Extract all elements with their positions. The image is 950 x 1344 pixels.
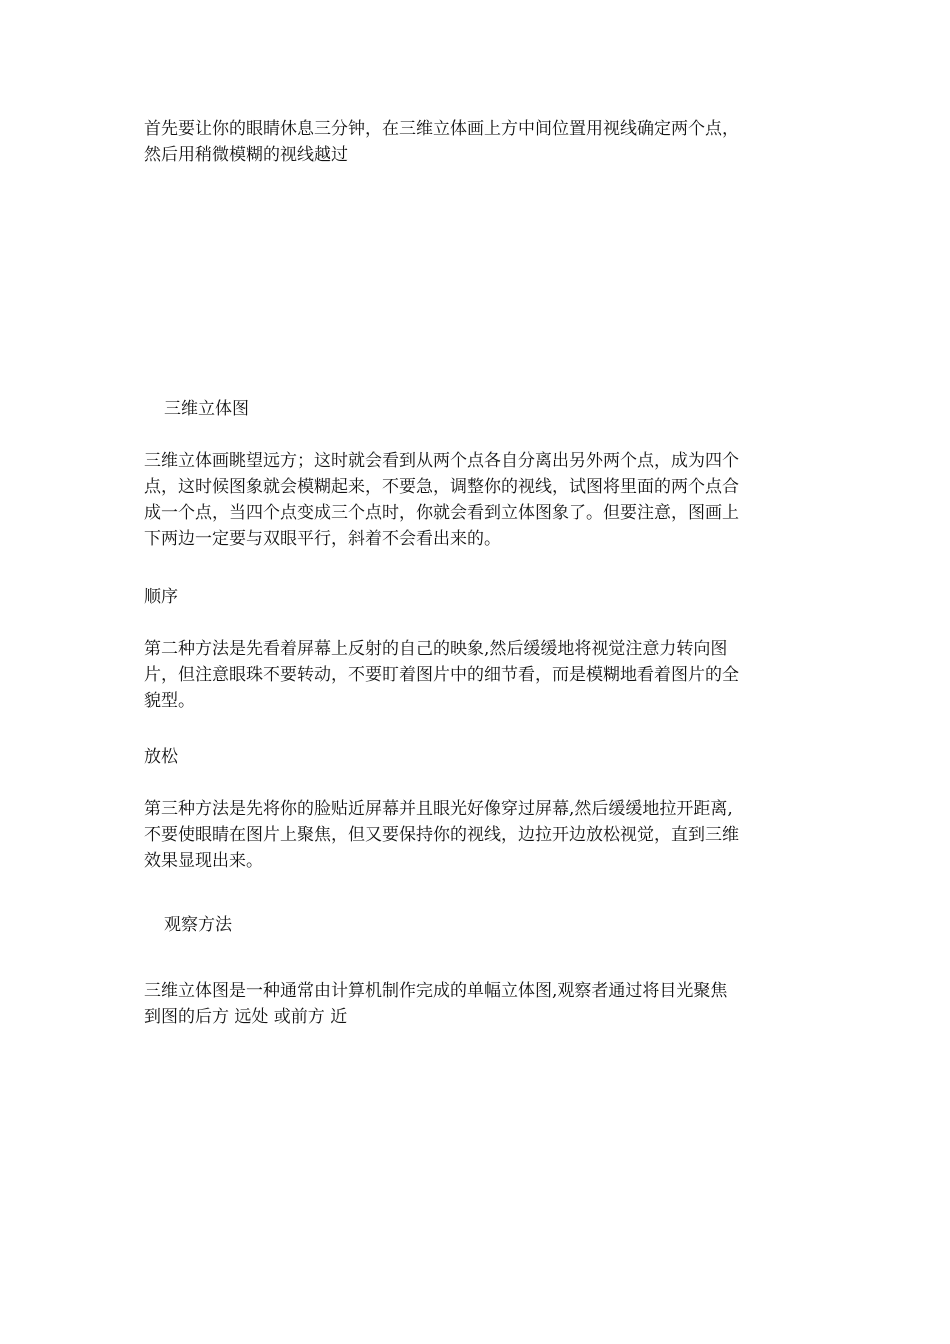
label-order: 顺序: [144, 587, 178, 607]
paragraph-method-3: [144, 796, 816, 874]
text-line: 下两边一定要与双眼平行，斜着不会看出来的。: [144, 529, 501, 549]
text-line: 到图的后方 远处 或前方 近: [144, 1007, 348, 1027]
text-line: 效果显现出来。: [144, 851, 263, 871]
text-line: 成一个点，当四个点变成三个点时，你就会看到立体图象了。但要注意，图画上: [144, 503, 739, 523]
text-line: 不要使眼睛在图片上聚焦，但又要保持你的视线，边拉开边放松视觉，直到三维: [144, 825, 739, 845]
intro-paragraph: [144, 116, 816, 168]
text-line: 第三种方法是先将你的脸贴近屏幕并且眼光好像穿过屏幕,然后缓缓地拉开距离,: [144, 799, 733, 819]
text-line: 三维立体画眺望远方；这时就会看到从两个点各自分离出另外两个点，成为四个: [144, 451, 739, 471]
text-line: 第二种方法是先看着屏幕上反射的自己的映象,然后缓缓地将视觉注意力转向图: [144, 639, 728, 659]
text-line: 首先要让你的眼睛休息三分钟，在三维立体画上方中间位置用视线确定两个点，: [144, 119, 739, 139]
text-line: 貌型。: [144, 691, 195, 711]
section-heading-3d-picture: 三维立体图: [164, 399, 249, 419]
paragraph-method-1: [144, 448, 816, 552]
section-heading-observation-method: 观察方法: [164, 915, 232, 935]
text-line: 然后用稍微模糊的视线越过: [144, 145, 348, 165]
paragraph-method-2: [144, 636, 816, 714]
label-relax: 放松: [144, 747, 178, 767]
paragraph-observation: [144, 978, 816, 1030]
text-line: 点，这时候图象就会模糊起来，不要急，调整你的视线，试图将里面的两个点合: [144, 477, 739, 497]
text-line: 三维立体图是一种通常由计算机制作完成的单幅立体图,观察者通过将目光聚焦: [144, 981, 728, 1001]
text-line: 片，但注意眼珠不要转动，不要盯着图片中的细节看，而是模糊地看着图片的全: [144, 665, 739, 685]
